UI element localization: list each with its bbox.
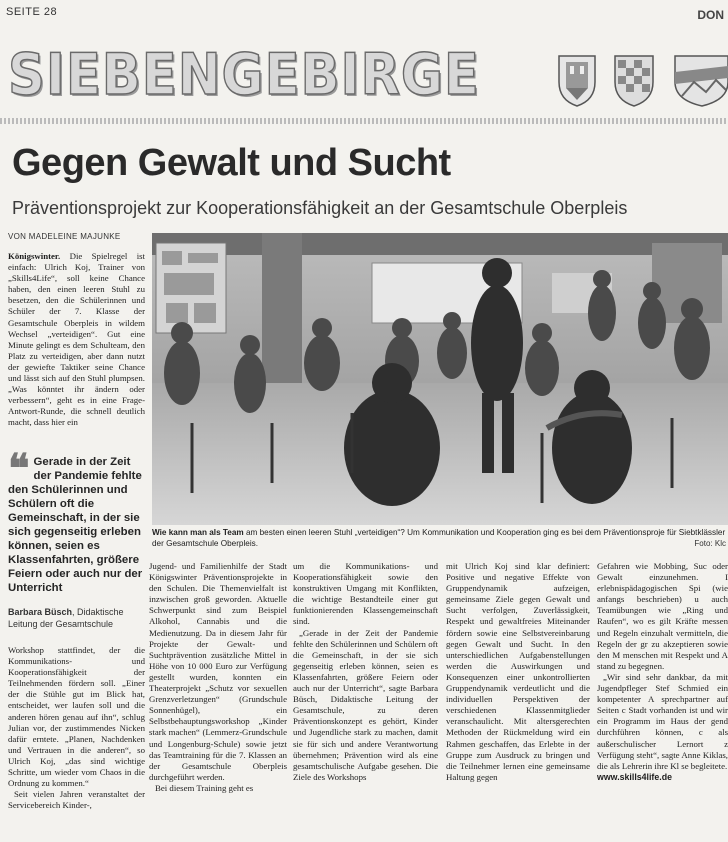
column-3 [293, 561, 438, 783]
paragraph: „Gerade in der Zeit der Pandemie fehlte den Schülerinnen und Schülern oft die Gemeinschaft, in der sie sich gegenseitig erleben können, seien es Klassenfahrten, größere Feiern oder auch nur der Unterricht“, sagte Barbara Büsch, Didaktische Leitung der Gesamtschule, zu deren Präventionskonzept es gehört, Kinder und Jugendliche stark zu machen, damit sie für sich und andere Verantwortung übernehmen; Prävention wird als eine gesamtschulische Aufgabe gesehen. Die Ziele des Workshops [293, 627, 438, 782]
photo-caption [152, 528, 728, 549]
article-subhead: Präventionsprojekt zur Kooperationsfähigkeit an der Gesamtschule Oberpleis [12, 198, 628, 218]
day-label: DON [697, 8, 724, 22]
article-photo [152, 233, 728, 525]
paragraph: Seit vielen Jahren veranstaltet der Servicebereich Kinder-, [8, 789, 145, 811]
paragraph: Gefahren wie Mobbing, Suc oder Gewalt einzunehmen. I erlebnispädagogischen Spi (wie anfangs beschrieben) u auch Teamübungen wie „Ring und Raufen“, wo es gilt Kräfte messen und Regeln einzuhalt vermitteln, die Regeln der gr zu akzeptieren sowie den M menschen mit Respekt und A stand zu begegnen. [597, 561, 728, 671]
quote-mark-icon: ❝ [8, 445, 30, 492]
paragraph: „Wir sind sehr dankbar, da mit Jugendpfleger Stef Schmied ein kompetenter A sprechpartner auf Seiten c Stadt vorhanden ist und wir ein Programm im Haus der gend durchführen können, c als außerschulischer Lernort z Verfügung steht“, sagte Anne Kiklas, die als Lehrerin ihre Kl se begleitete. [597, 671, 728, 771]
article-headline: Gegen Gewalt und Sucht [12, 142, 451, 184]
column-5 [597, 561, 728, 783]
caption-text: am besten einen leeren Stuhl „verteidigen“? Um Kommunikation und Kooperation ging es bei dem Präventionsproje für Siebtklässler der Gesamtschule Oberpleis. [152, 528, 726, 548]
district-crest-icon [612, 52, 656, 108]
paragraph: um die Kommunikations- und Kooperationsfähigkeit sowie den konstruktiven Umgang mit Konflikten, die wichtige Bestandteile einer gut funktionierenden Klassengemeinschaft sind. [293, 561, 438, 627]
lead-paragraph [8, 251, 145, 429]
region-crest-icon [672, 52, 728, 108]
article-byline: VON MADELEINE MAJUNKE [8, 232, 121, 241]
caption-lead: Wie kann man als Team [152, 528, 244, 537]
dateline: Königswinter. [8, 251, 61, 261]
paragraph: Workshop stattfindet, der die Kommunikations- und Kooperationsfähigkeit der Teilnehmenden fördern soll. „Einer der die Stühle gut im Blick hat, entscheidet, wer laufen soll und die anderen hören genau auf ihn“, schlug Julian vor, der zustimmendes Nicken dafür erntete. „Planen, Nachdenken und Vertrauen in die anderen“, so Ulrich Koj, „das sind wichtige Schritte, um wieder vom Chaos in die Ordnung zu kommen.“ [8, 645, 145, 789]
website-link[interactable]: www.skills4life.de [597, 771, 672, 782]
column-1-continued [8, 645, 145, 811]
town-crest-icon [556, 52, 598, 108]
header-divider [0, 118, 728, 124]
column-2 [149, 561, 287, 794]
section-masthead: SIEBENGEBIRGE [8, 42, 480, 108]
photo-credit: Foto: Klc [694, 539, 726, 548]
quote-author [8, 606, 145, 630]
page-number-label: SEITE 28 [6, 6, 58, 18]
pull-quote [8, 445, 145, 595]
paragraph: mit Ulrich Koj sind klar definiert: Positive und negative Effekte von Gruppendynamik aufzeigen, gemeinsame Ziele gegen Gewalt und Sucht verfolgen, Zuverlässigkeit, Respekt und gewaltfreies Miteinander fördern sowie eine Selbstvereinbarung gegen Gewalt und Sucht. In den unterschiedlichen Aufgabenstellungen werden die Auswirkungen und Konsequenzen einer unkontrollierten Gruppendynamik verdeutlicht und die individuellen Perspektiven der verschiedenen Klassenmitglieder veranschaulicht. Mit altersgerechten Methoden der Rückmeldung wird ein Rahmen geschaffen, das Erlebte in der Gruppe zum Ausdruck zu bringen und die Teilnehmer lernen eine gemeinsame Haltung gegen [446, 561, 590, 782]
pull-quote-text: Gerade in der Zeit der Pandemie fehlte den Schülerinnen und Schülern oft die Gemeinschaft, in der sie sich gegenseitig erleben können, seien es Klassenfahrten, größere Feiern oder auch nur der Unterricht [8, 456, 143, 594]
lead-text: Die Spielregel ist einfach: Ulrich Koj, Trainer von „Skills4Life“, soll keine Chance haben, den einen leeren Stuhl zu besetzen, den die Schülerinnen und Schüler der 7. Klasse der Gesamtschule Oberpleis in wildem Wechsel „verteidigen“. Gut eine Minute gelingt es dem Schulteam, den Platz zu verteidigen, aber dann nutzt der gewiefte Taktiker seine Chance und lässt sich auf den Stuhl plumpsen. „Was könntet ihr ändern oder verbessern“, geht es in eine Frage-Antwort-Runde, die schnell deutlich macht, dass hier ein [8, 251, 146, 428]
quote-author-role: , Didaktische Leitung der Gesamtschule [8, 607, 124, 629]
quote-author-name: Barbara Büsch [8, 607, 73, 617]
paragraph: Jugend- und Familienhilfe der Stadt Königswinter Präventionsprojekte in den Schulen. Die Themenvielfalt ist inzwischen groß geworden. Aktuelle Schwerpunkt sind zum Beispiel Alkohol, Cannabis und die Medienutzung. Da in diesem Jahr für Projekte der Gewalt- und Suchtprävention zusätzliche Mittel in Höhe von 10 000 Euro zur Verfügung gestellt wurden, konnten ein Theaterprojekt „Schutz vor sexuellen Grenzverletzungen“ (Grundschule Sonnenhügel), ein Selbstbehauptungsworkshop „Kinder stark machen“ (Lemmerz-Grundschule und Longenburg-Schule) sowie jetzt das Teamtraining für die 7. Klassen an der Gesamtschule Oberpleis durchgeführt werden. [149, 561, 287, 782]
column-4 [446, 561, 590, 783]
paragraph: Bei diesem Training geht es [155, 782, 254, 793]
